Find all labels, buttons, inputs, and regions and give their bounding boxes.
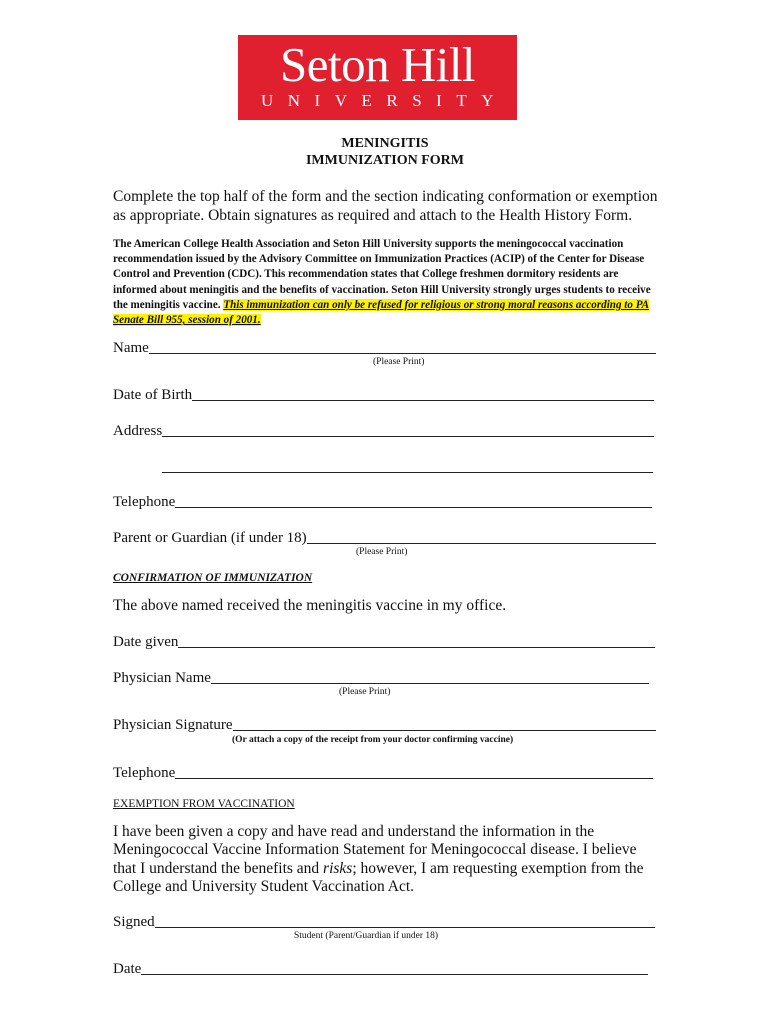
date-given-field[interactable] [113,633,655,651]
signed-label: Signed [113,914,155,930]
physician-name-field[interactable] [113,669,649,687]
physician-signature-label: Physician Signature [113,717,233,733]
address-line-2[interactable] [162,472,653,473]
dob-label: Date of Birth [113,387,193,403]
signed-line[interactable] [155,913,655,928]
confirmation-heading: CONFIRMATION OF IMMUNIZATION [113,572,313,584]
parent-guardian-label: Parent or Guardian (if under 18) [113,530,307,546]
name-field[interactable] [113,339,656,357]
exemption-date-label: Date [113,961,142,977]
acha-notice [113,237,658,328]
address-line-1[interactable] [162,422,654,437]
notice-highlight: This immunization can only be refused for religious or strong moral reasons according to PA Senate Bill 955, session of 2001. [113,298,650,327]
exemption-text-italic: risks [323,859,353,877]
date-given-line[interactable] [178,633,655,648]
parent-guardian-hint: (Please Print) [356,547,408,557]
intro-instructions: Complete the top half of the form and the section indicating conformation or exemption as appropriate. Obtain signatures as required and attach to the Health History Form. [113,188,658,224]
logo-subtitle: UNIVERSITY [261,91,508,110]
seton-hill-logo [238,35,517,120]
confirmation-statement: The above named received the meningitis vaccine in my office. [113,597,507,614]
telephone-line[interactable] [175,493,652,508]
form-title-line1: MENINGITIS [341,136,429,151]
physician-name-hint: (Please Print) [339,687,391,697]
physician-name-line[interactable] [211,669,649,684]
form-title-line2: IMMUNIZATION FORM [305,153,464,168]
exemption-heading: EXEMPTION FROM VACCINATION [113,798,295,810]
physician-name-label: Physician Name [113,670,211,686]
name-label: Name [113,340,149,356]
address-field[interactable] [113,422,654,440]
exemption-date-line[interactable] [141,960,648,975]
exemption-statement [113,823,663,896]
physician-telephone-label: Telephone [113,765,176,781]
address-label: Address [113,423,163,439]
exemption-text-after: ; however, I am requesting exemption from the College and University Student Vaccination Act. [113,859,644,895]
dob-field[interactable] [113,386,654,404]
signed-field[interactable] [113,913,655,931]
physician-signature-hint: (Or attach a copy of the receipt from your doctor confirming vaccine) [232,735,514,745]
physician-signature-field[interactable] [113,716,656,734]
physician-telephone-line[interactable] [175,764,653,779]
logo-name: Seton Hill [279,37,476,92]
date-given-label: Date given [113,634,179,650]
parent-guardian-field[interactable] [113,529,656,547]
exemption-date-field[interactable] [113,960,648,978]
name-hint: (Please Print) [373,357,425,367]
exemption-text-before: I have been given a copy and have read and understand the information in the Meningococcal Vaccine Information Statement for Meningococcal disease. I believe that I understand the benefits and [113,823,637,877]
telephone-label: Telephone [113,494,176,510]
physician-signature-line[interactable] [233,716,656,731]
telephone-field[interactable] [113,493,652,511]
parent-guardian-line[interactable] [307,529,656,544]
notice-text: The American College Health Association and Seton Hill University supports the meningococcal vaccination recommendation issued by the Advisory Committee on Immunization Practices (ACIP) of the Center for Disease Control and Prevention (CDC). This recommendation states that College freshmen dormitory residents are informed about meningitis and the benefits of vaccination. Seton Hill University strongly urges students to receive the meningitis vaccine. [113,238,651,311]
signed-hint: Student (Parent/Guardian if under 18) [294,931,439,941]
physician-telephone-field[interactable] [113,764,653,782]
dob-line[interactable] [192,386,654,401]
name-line[interactable] [149,339,656,354]
